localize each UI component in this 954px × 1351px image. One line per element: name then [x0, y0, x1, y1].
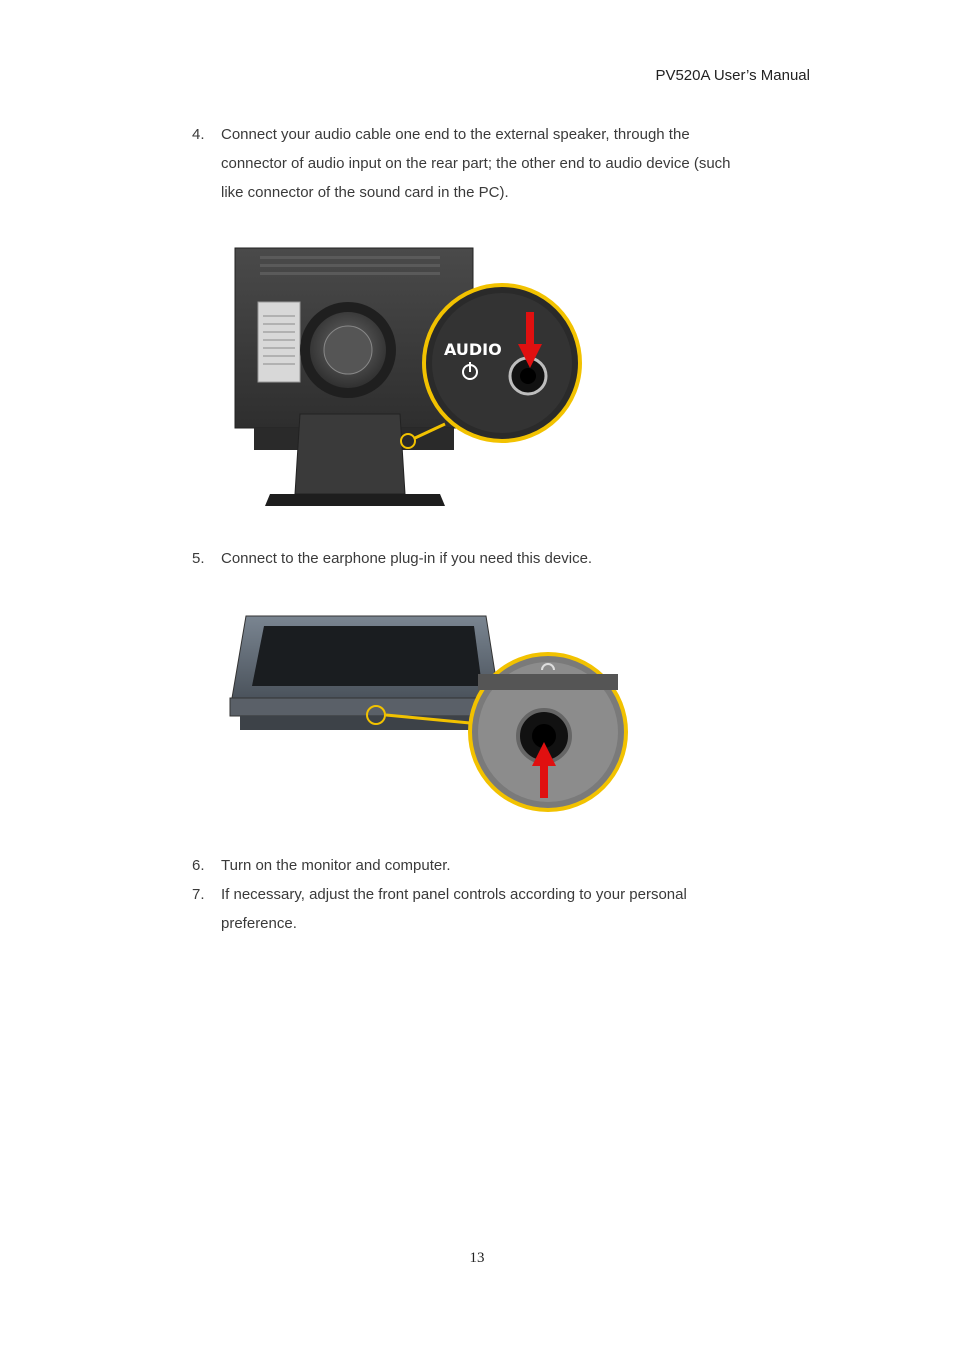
monitor-front-body — [230, 616, 502, 730]
page-number: 13 — [469, 1250, 485, 1266]
step-item-4 — [192, 120, 752, 207]
step-number: 4. — [192, 126, 205, 143]
step-text: Connect to the earphone plug-in if you need this device. — [221, 550, 593, 567]
step-text: Turn on the monitor and computer. — [221, 857, 451, 874]
step-number: 6. — [192, 857, 205, 874]
step-item-5 — [192, 544, 752, 573]
step-number: 5. — [192, 550, 205, 567]
earphone-callout-zoom — [470, 654, 626, 810]
step-item-6 — [192, 851, 752, 880]
page-header-title: PV520A User’s Manual — [655, 67, 810, 84]
figure-front-earphone-jack — [224, 612, 634, 816]
figure-rear-audio-connector — [230, 244, 590, 514]
step-text: If necessary, adjust the front panel controls according to your personal preference. — [221, 886, 687, 932]
step-text: Connect your audio cable one end to the external speaker, through the connector of audio input on the rear part; the other end to audio device (such like connector of the sound card in the PC). — [221, 126, 731, 201]
audio-callout-zoom — [424, 285, 580, 441]
step-number: 7. — [192, 886, 205, 903]
callout-audio-label: AUDIO — [444, 340, 502, 359]
step-item-7 — [192, 880, 752, 938]
